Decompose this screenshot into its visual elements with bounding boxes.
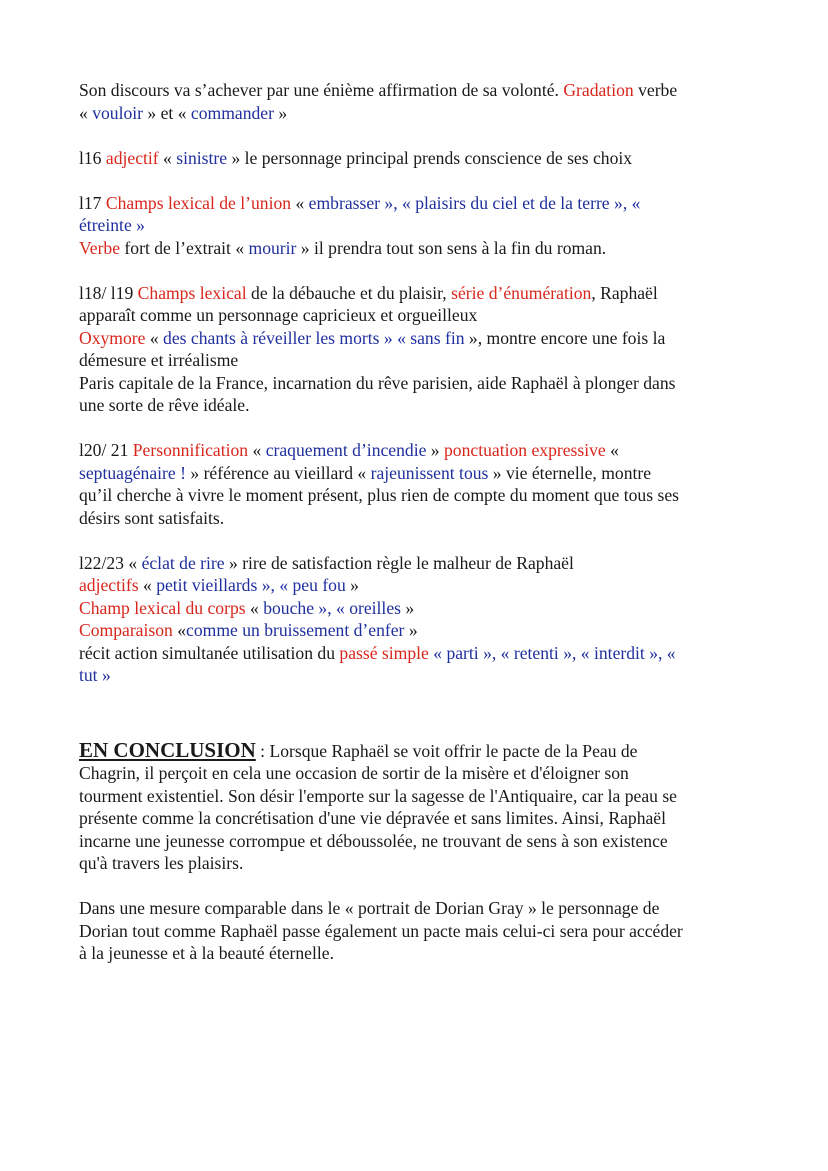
paragraph-l18-l19 [79,282,759,417]
text-line: récit action simultanée utilisation du passé simple « parti », « retenti », « interdit », « [79,642,676,663]
text-line: tourment existentiel. Son désir l'emporte sur la sagesse de l'Antiquaire, car la peau se [79,785,677,806]
text-line: qu’il cherche à vivre le moment présent, plus rien de compte du moment que tous ses [79,485,679,505]
quote-blue: éclat de rire [141,552,225,573]
quote-blue: comme un bruissement d’enfer [186,620,405,640]
quote-blue: petit vieillards », « peu fou [156,575,346,595]
text-line: désirs sont satisfaits. [79,507,225,528]
text-line: apparaît comme un personnage capricieux et orgueilleux [79,305,478,325]
highlight-red: passé simple [339,642,429,663]
text-line: Dans une mesure comparable dans le « portrait de Dorian Gray » le personnage de [79,898,660,918]
text-line: Chagrin, il perçoit en cela une occasion de sortir de la misère et d'éloigner son [79,763,629,783]
highlight-red: adjectifs [79,575,139,595]
paragraph-l22-l23 [79,552,759,687]
text-line: Oxymore « des chants à réveiller les morts » « sans fin », montre encore une fois la [79,327,666,348]
quote-blue: mourir [248,237,297,258]
quote-blue: embrasser » [308,192,394,213]
paragraph-l16 [79,147,759,170]
conclusion-paragraph [79,739,759,875]
text-line: septuagénaire ! » référence au vieillard « rajeunissent tous » vie éternelle, montre [79,462,652,483]
highlight-red: Comparaison [79,620,173,640]
text-line: une sorte de rêve idéale. [79,395,250,415]
highlight-red: Personnification [132,440,249,460]
text-line: Paris capitale de la France, incarnation du rêve parisien, aide Raphaël à plonger dans [79,372,676,393]
highlight-red: série d’énumération [451,282,592,303]
quote-blue: rajeunissent tous [370,462,489,483]
text-line: présente comme la concrétisation d'une vie dépravée et sans limites. Ainsi, Raphaël [79,808,666,828]
highlight-red: Champs lexical [137,282,247,303]
quote-blue: bouche », « oreilles [263,597,401,618]
text-line: Verbe fort de l’extrait « mourir » il prendra tout son sens à la fin du roman. [79,237,607,258]
text-line: qu'à travers les plaisirs. [79,853,244,873]
document-page [79,79,759,987]
quote-blue: sinistre [176,147,228,168]
text-line: Son discours va s’achever par une énième affirmation de sa volonté. Gradation verbe [79,80,678,100]
text-line: l17 Champs lexical de l’union « embrasser », « plaisirs du ciel et de la terre », « [79,192,641,213]
text-line: l22/23 « éclat de rire » rire de satisfaction règle le malheur de Raphaël [79,552,574,573]
quote-blue: des chants à réveiller les morts » « sans fin [163,327,465,348]
quote-blue: septuagénaire ! [79,462,186,483]
text-line: Dorian tout comme Raphaël passe également un pacte mais celui-ci sera pour accéder [79,920,683,941]
quote-blue: étreinte » [79,215,145,235]
text-line [79,214,759,237]
text-line: l16 adjectif « sinistre » le personnage principal prends conscience de ses choix [79,147,633,168]
text-line: l18/ l19 Champs lexical de la débauche et du plaisir, série d’énumération, Raphaël [79,282,658,303]
paragraph-l20-l21 [79,439,759,529]
text-line: EN CONCLUSION : Lorsque Raphaël se voit offrir le pacte de la Peau de [79,737,638,762]
text-line: Champ lexical du corps « bouche », « oreilles » [79,597,415,618]
paragraph-l17 [79,192,759,260]
quote-blue: vouloir [92,102,144,123]
highlight-red: Oxymore [79,327,146,348]
paragraph-volonte [79,79,759,124]
highlight-red: Verbe [79,237,121,258]
text-line: « vouloir » et « commander » [79,102,288,123]
conclusion-heading: EN CONCLUSION [79,737,256,762]
text-line: incarne une jeunesse corrompue et déboussolée, ne trouvant de sens à son existence [79,830,668,851]
text-line: à la jeunesse et à la beauté éternelle. [79,943,334,963]
text-line [79,664,759,687]
text-line: démesure et irréalisme [79,350,239,370]
quote-blue: commander [190,102,274,123]
text-line: adjectifs « petit vieillards », « peu fou » [79,575,359,595]
quote-blue: « parti », « retenti », « interdit », « [428,642,676,663]
highlight-red: Gradation [563,80,634,100]
highlight-red: Champ lexical du corps [79,597,246,618]
text-line: Comparaison «comme un bruissement d’enfer » [79,620,418,640]
quote-blue: plaisirs du ciel et de la terre [415,192,610,213]
highlight-red: adjectif [105,147,159,168]
text-line: l20/ 21 Personnification « craquement d’incendie » ponctuation expressive « [79,440,619,460]
quote-blue: craquement d’incendie [265,440,427,460]
highlight-red: Champs lexical de l’union [105,192,292,213]
highlight-red: ponctuation expressive [444,440,606,460]
dorian-gray-paragraph [79,897,759,965]
quote-blue: tut » [79,665,111,685]
